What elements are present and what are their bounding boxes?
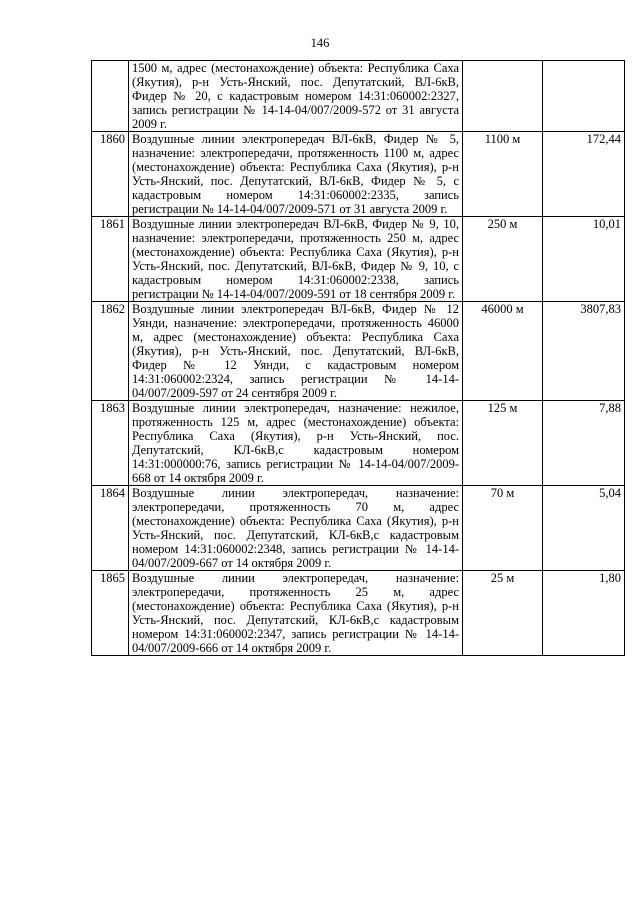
row-number: 1861	[92, 217, 129, 302]
row-number: 1864	[92, 486, 129, 571]
row-length: 70 м	[463, 486, 543, 571]
row-length: 125 м	[463, 401, 543, 486]
row-number: 1865	[92, 571, 129, 656]
row-value: 1,80	[543, 571, 625, 656]
row-description: Воздушные линии электропередач, назначение: нежилое, протяженность 125 м, адрес (местонахождение) объекта: Республика Саха (Якутия), р-н Усть-Янский, пос. Депутатский, КЛ-6кВ,с кадастровым номером 14:31:000000:76, запись регистрации № 14-14-04/007/2009-668 от 14 октября 2009 г.	[129, 401, 463, 486]
row-length: 1100 м	[463, 132, 543, 217]
table-row	[92, 217, 625, 302]
row-length: 25 м	[463, 571, 543, 656]
row-length: 250 м	[463, 217, 543, 302]
row-number: 1863	[92, 401, 129, 486]
page-number: 146	[310, 36, 330, 50]
row-description: Воздушные линии электропередач ВЛ-6кВ, Фидер № 9, 10, назначение: электропередачи, протяженность 250 м, адрес (местонахождение) объекта: Республика Саха (Якутия), р-н Усть-Янский, пос. Депутатский, ВЛ-6кВ, Фидер № 9, 10, с кадастровым номером 14:31:060002:2338, запись регистрации № 14-14-04/007/2009-591 от 18 сентября 2009 г.	[129, 217, 463, 302]
row-value: 5,04	[543, 486, 625, 571]
property-registry-table	[91, 60, 625, 656]
table-row	[92, 486, 625, 571]
table-row	[92, 61, 625, 132]
row-number	[92, 61, 129, 132]
row-description: Воздушные линии электропередач ВЛ-6кВ, Фидер № 12 Уянди, назначение: электропередачи, протяженность 46000 м, адрес (местонахождение) объекта: Республика Саха (Якутия), р-н Усть-Янский, пос. Депутатский, ВЛ-6кВ, Фидер № 12 Уянди, с кадастровым номером 14:31:060002:2324, запись регистрации № 14-14-04/007/2009-597 от 24 сентября 2009 г.	[129, 302, 463, 401]
row-value: 10,01	[543, 217, 625, 302]
row-description: 1500 м, адрес (местонахождение) объекта: Республика Саха (Якутия), р-н Усть-Янский, пос. Депутатский, ВЛ-6кВ, Фидер № 20, с кадастровым номером 14:31:060002:2327, запись регистрации № 14-14-04/007/2009-572 от 31 августа 2009 г.	[129, 61, 463, 132]
table-row	[92, 571, 625, 656]
table-row	[92, 302, 625, 401]
row-value	[543, 61, 625, 132]
table-row	[92, 132, 625, 217]
row-length: 46000 м	[463, 302, 543, 401]
row-value: 3807,83	[543, 302, 625, 401]
row-description: Воздушные линии электропередач ВЛ-6кВ, Фидер № 5, назначение: электропередачи, протяженность 1100 м, адрес (местонахождение) объекта: Республика Саха (Якутия), р-н Усть-Янский, пос. Депутатский, ВЛ-6кВ, Фидер № 5, с кадастровым номером 14:31:060002:2335, запись регистрации № 14-14-04/007/2009-571 от 31 августа 2009 г.	[129, 132, 463, 217]
row-number: 1862	[92, 302, 129, 401]
row-number: 1860	[92, 132, 129, 217]
table-row	[92, 401, 625, 486]
row-description: Воздушные линии электропередач, назначение: электропередачи, протяженность 25 м, адрес (местонахождение) объекта: Республика Саха (Якутия), р-н Усть-Янский, пос. Депутатский, КЛ-6кВ,с кадастровым номером 14:31:060002:2347, запись регистрации № 14-14-04/007/2009-666 от 14 октября 2009 г.	[129, 571, 463, 656]
row-length	[463, 61, 543, 132]
row-value: 7,88	[543, 401, 625, 486]
row-value: 172,44	[543, 132, 625, 217]
row-description: Воздушные линии электропередач, назначение: электропередачи, протяженность 70 м, адрес (местонахождение) объекта: Республика Саха (Якутия), р-н Усть-Янский, пос. Депутатский, КЛ-6кВ,с кадастровым номером 14:31:060002:2348, запись регистрации № 14-14-04/007/2009-667 от 14 октября 2009 г.	[129, 486, 463, 571]
